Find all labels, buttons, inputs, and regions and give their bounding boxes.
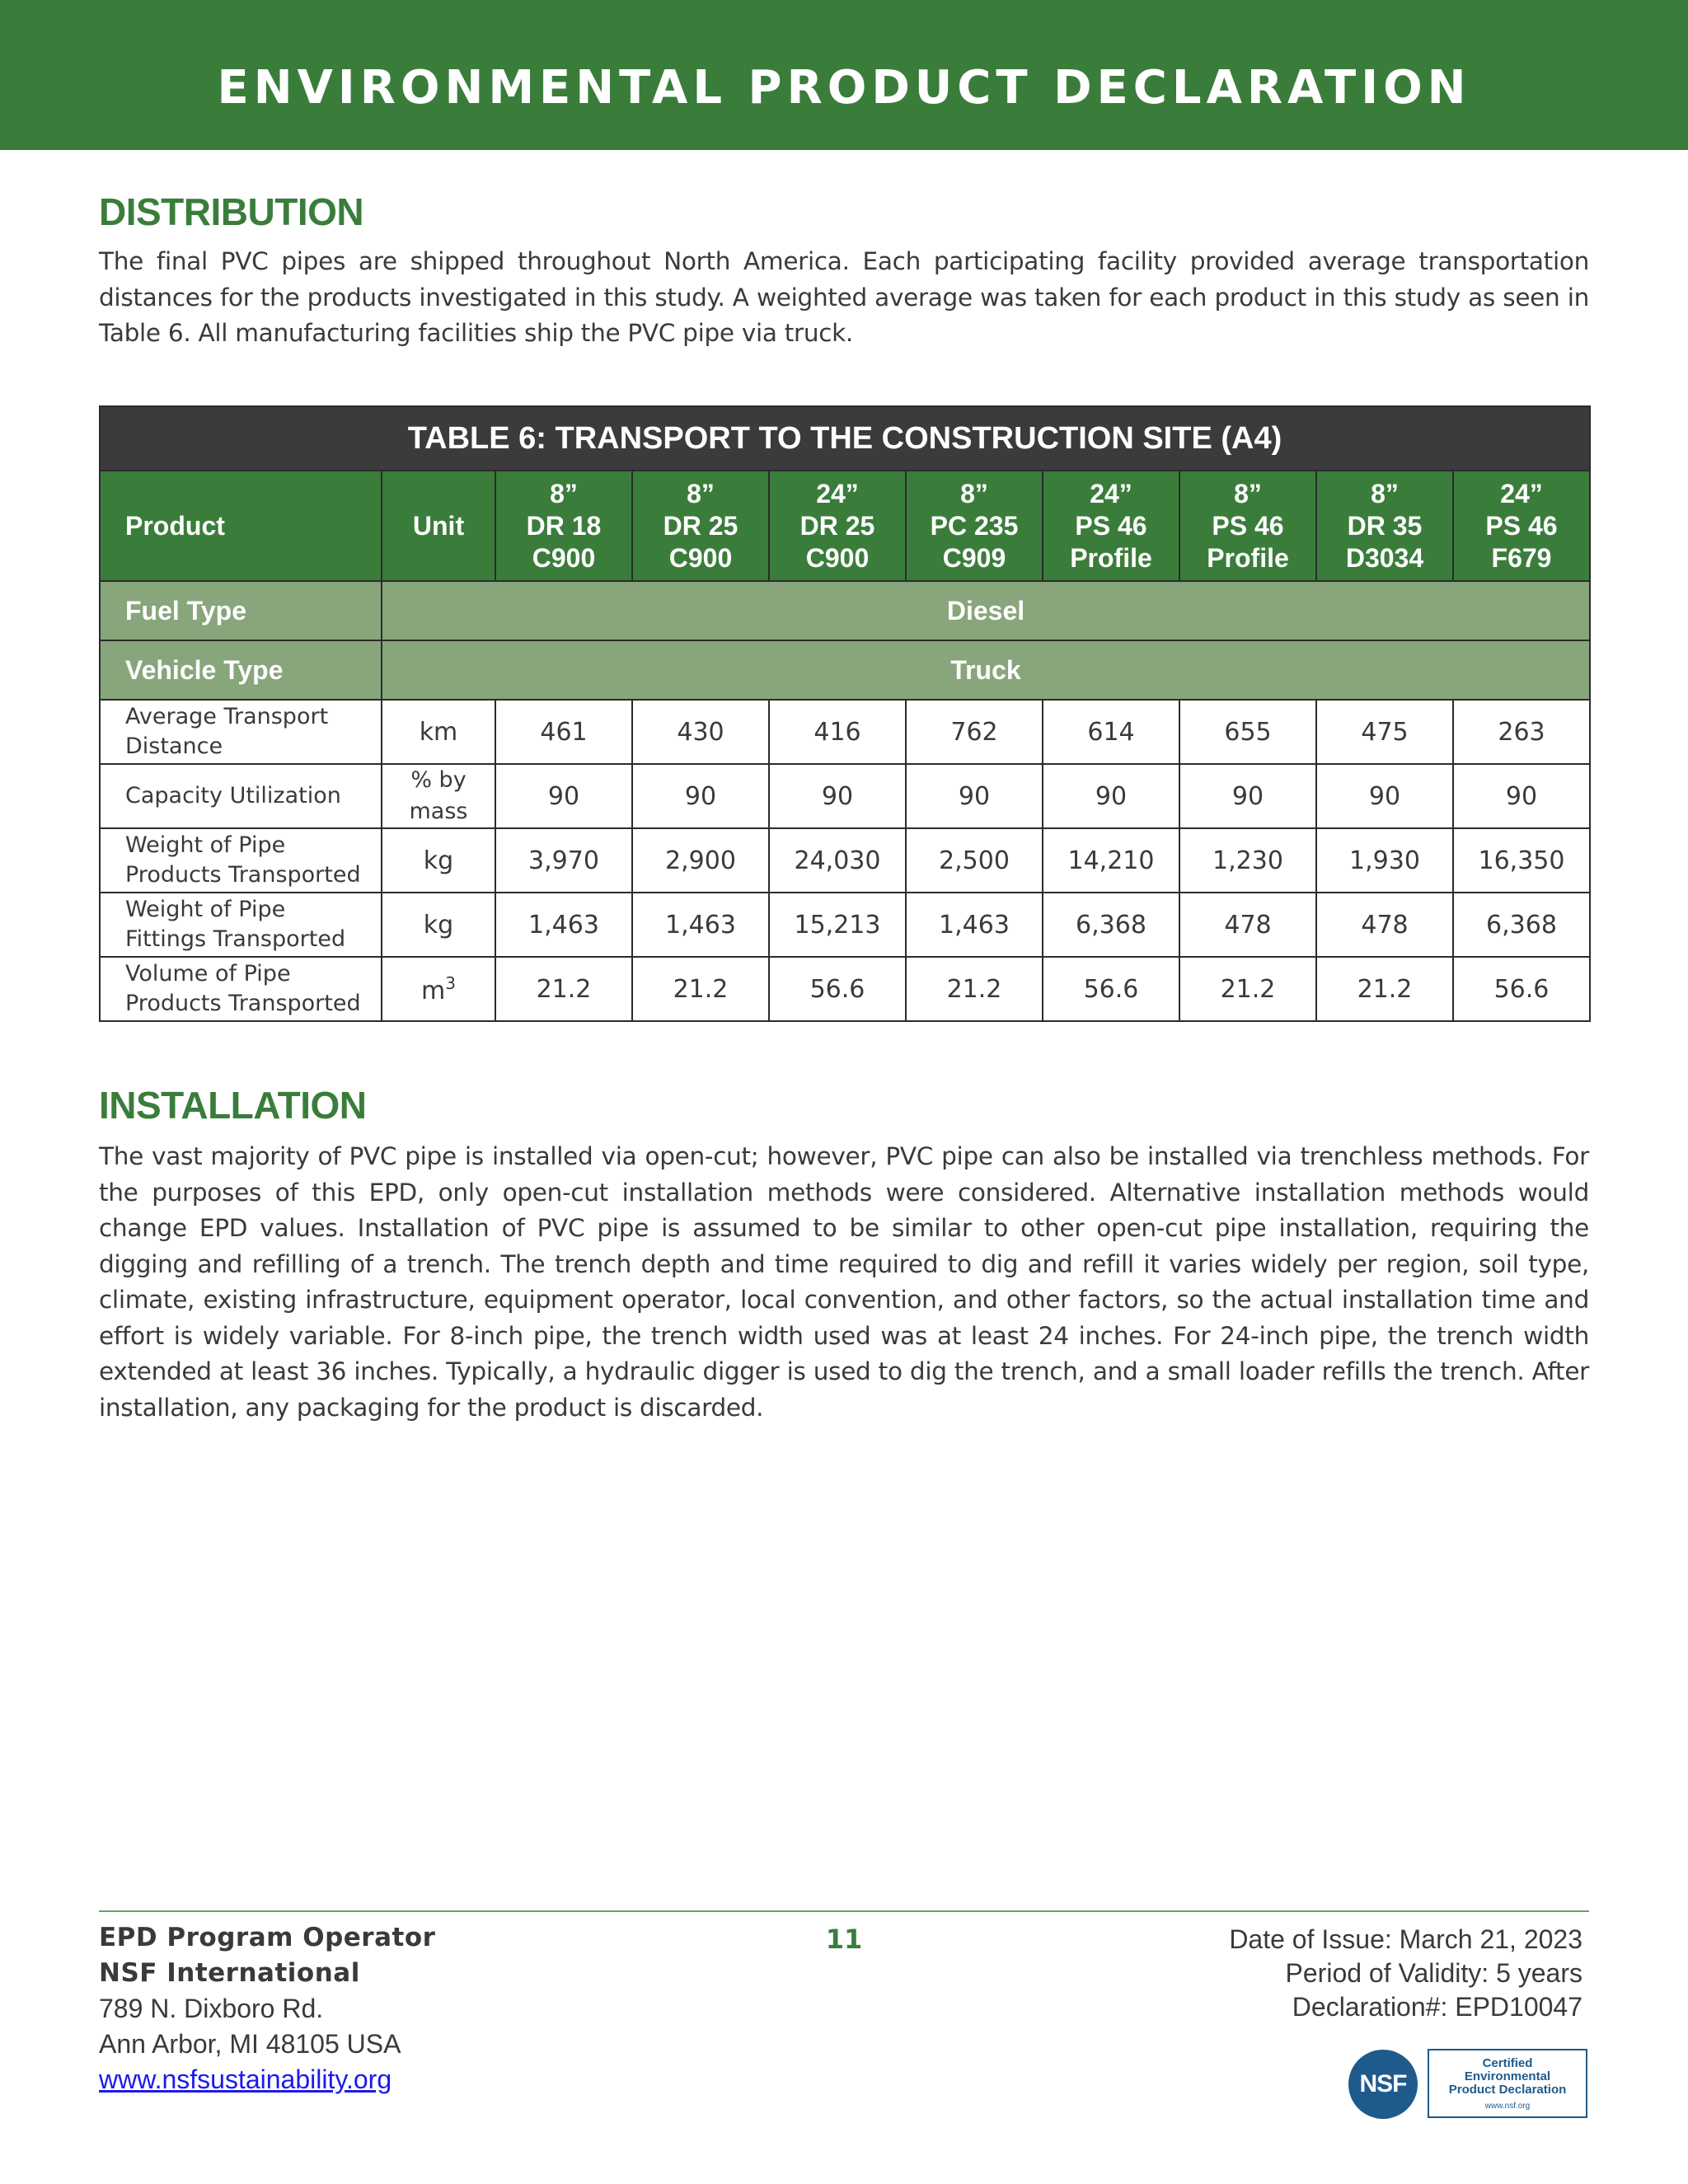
table-cell: 21.2 bbox=[495, 957, 632, 1021]
header-product: Product bbox=[100, 471, 382, 581]
installation-heading: INSTALLATION bbox=[99, 1084, 367, 1127]
table-cell: 1,463 bbox=[495, 893, 632, 957]
table-cell: 14,210 bbox=[1043, 828, 1179, 893]
table-cell: 90 bbox=[769, 764, 906, 828]
table-cell: 1,930 bbox=[1316, 828, 1453, 893]
table-cell: 21.2 bbox=[1179, 957, 1316, 1021]
table-cell: 90 bbox=[906, 764, 1043, 828]
table-cell: 2,900 bbox=[632, 828, 769, 893]
row-label: Weight of Pipe Products Transported bbox=[100, 828, 382, 893]
row-unit: kg bbox=[382, 893, 495, 957]
table-row bbox=[100, 700, 1590, 764]
row-label: Weight of Pipe Fittings Transported bbox=[100, 893, 382, 957]
date-of-issue: Date of Issue: March 21, 2023 bbox=[1229, 1924, 1582, 1954]
website-link[interactable]: www.nsfsustainability.org bbox=[99, 2064, 392, 2094]
table-cell: 762 bbox=[906, 700, 1043, 764]
header-unit: Unit bbox=[382, 471, 495, 581]
header-col-4: 8” PC 235 C909 bbox=[906, 471, 1043, 581]
transport-table bbox=[99, 405, 1591, 1022]
address-line-2: Ann Arbor, MI 48105 USA bbox=[99, 2029, 401, 2059]
table-cell: 90 bbox=[495, 764, 632, 828]
distribution-heading: DISTRIBUTION bbox=[99, 190, 364, 233]
distribution-paragraph: The final PVC pipes are shipped throughout North America. Each participating facility provided average transportation distances for the products investigated in this study. A weighted average was taken for each product in this study as seen in Table 6. All manufacturing facilities ship the PVC pipe via truck. bbox=[99, 247, 1589, 347]
header-col-6: 8” PS 46 Profile bbox=[1179, 471, 1316, 581]
table-cell: 21.2 bbox=[1316, 957, 1453, 1021]
header-col-7: 8” DR 35 D3034 bbox=[1316, 471, 1453, 581]
table-cell: 1,463 bbox=[906, 893, 1043, 957]
vehicle-type-label: Vehicle Type bbox=[100, 640, 382, 700]
table-cell: 24,030 bbox=[769, 828, 906, 893]
table-cell: 6,368 bbox=[1043, 893, 1179, 957]
table-cell: 56.6 bbox=[1043, 957, 1179, 1021]
footer-divider bbox=[99, 1910, 1589, 1912]
address-line-1: 789 N. Dixboro Rd. bbox=[99, 1994, 324, 2023]
table-cell: 90 bbox=[1043, 764, 1179, 828]
row-label: Volume of Pipe Products Transported bbox=[100, 957, 382, 1021]
table-cell: 461 bbox=[495, 700, 632, 764]
table-caption: TABLE 6: TRANSPORT TO THE CONSTRUCTION SITE (A4) bbox=[100, 406, 1590, 471]
table-cell: 478 bbox=[1179, 893, 1316, 957]
row-unit: kg bbox=[382, 828, 495, 893]
fuel-type-row bbox=[100, 581, 1590, 640]
table-row bbox=[100, 957, 1590, 1021]
operator-label: EPD Program Operator bbox=[99, 1923, 436, 1952]
table-cell: 90 bbox=[1316, 764, 1453, 828]
table-row bbox=[100, 828, 1590, 893]
table-cell: 16,350 bbox=[1453, 828, 1590, 893]
footer-declaration-block bbox=[1229, 1923, 1582, 2024]
table-cell: 21.2 bbox=[632, 957, 769, 1021]
table-cell: 90 bbox=[632, 764, 769, 828]
nsf-logo: NSF bbox=[1348, 2050, 1418, 2119]
page-banner bbox=[0, 0, 1688, 150]
banner-title: ENVIRONMENTAL PRODUCT DECLARATION bbox=[217, 61, 1471, 115]
row-label: Capacity Utilization bbox=[100, 764, 382, 828]
table-cell: 21.2 bbox=[906, 957, 1043, 1021]
certified-epd-badge: Certified Environmental Product Declaration www.nsf.org bbox=[1428, 2049, 1587, 2118]
table-cell: 416 bbox=[769, 700, 906, 764]
installation-paragraph: The vast majority of PVC pipe is installed via open-cut; however, PVC pipe can also be installed via trenchless methods. For the purposes of this EPD, only open-cut installation methods were considered. Alternative installation methods would change EPD values. Installation of PVC pipe is assumed to be similar to other open-cut pipe installation, requiring the digging and refilling of a trench. The trench depth and time required to dig and refill it varies widely per region, soil type, climate, existing infrastructure, equipment operator, local convention, and other factors, so the actual installation time and effort is widely variable. For 8-inch pipe, the trench width used was at least 24 inches. For 24-inch pipe, the trench width extended at least 36 inches. Typically, a hydraulic digger is used to dig the trench, and a small loader refills the trench. After installation, any packaging for the product is discarded. bbox=[99, 1142, 1589, 1422]
table-cell: 56.6 bbox=[769, 957, 906, 1021]
row-label: Average Transport Distance bbox=[100, 700, 382, 764]
table-cell: 2,500 bbox=[906, 828, 1043, 893]
row-unit: % by mass bbox=[382, 764, 495, 828]
table-cell: 1,463 bbox=[632, 893, 769, 957]
superscript: 3 bbox=[445, 972, 456, 993]
table-cell: 655 bbox=[1179, 700, 1316, 764]
table-row bbox=[100, 893, 1590, 957]
table-cell: 430 bbox=[632, 700, 769, 764]
table-cell: 90 bbox=[1453, 764, 1590, 828]
table-cell: 475 bbox=[1316, 700, 1453, 764]
header-col-1: 8” DR 18 C900 bbox=[495, 471, 632, 581]
vehicle-type-value: Truck bbox=[382, 640, 1590, 700]
table-cell: 6,368 bbox=[1453, 893, 1590, 957]
period-of-validity: Period of Validity: 5 years bbox=[1285, 1958, 1582, 1988]
table-header-row bbox=[100, 471, 1590, 581]
table-cell: 1,230 bbox=[1179, 828, 1316, 893]
vehicle-type-row bbox=[100, 640, 1590, 700]
table-cell: 56.6 bbox=[1453, 957, 1590, 1021]
declaration-number: Declaration#: EPD10047 bbox=[1292, 1992, 1582, 2022]
table-cell: 15,213 bbox=[769, 893, 906, 957]
header-col-3: 24” DR 25 C900 bbox=[769, 471, 906, 581]
header-col-8: 24” PS 46 F679 bbox=[1453, 471, 1590, 581]
fuel-type-label: Fuel Type bbox=[100, 581, 382, 640]
header-col-5: 24” PS 46 Profile bbox=[1043, 471, 1179, 581]
operator-name: NSF International bbox=[99, 1958, 360, 1988]
table-cell: 3,970 bbox=[495, 828, 632, 893]
table-cell: 614 bbox=[1043, 700, 1179, 764]
row-unit: km bbox=[382, 700, 495, 764]
fuel-type-value: Diesel bbox=[382, 581, 1590, 640]
footer-operator-block bbox=[99, 1920, 435, 2097]
table-cell: 478 bbox=[1316, 893, 1453, 957]
table-cell: 263 bbox=[1453, 700, 1590, 764]
table-cell: 90 bbox=[1179, 764, 1316, 828]
table-row bbox=[100, 764, 1590, 828]
header-col-2: 8” DR 25 C900 bbox=[632, 471, 769, 581]
row-unit: $m^3$ bbox=[382, 957, 495, 1021]
page-number: 11 bbox=[825, 1924, 863, 1955]
